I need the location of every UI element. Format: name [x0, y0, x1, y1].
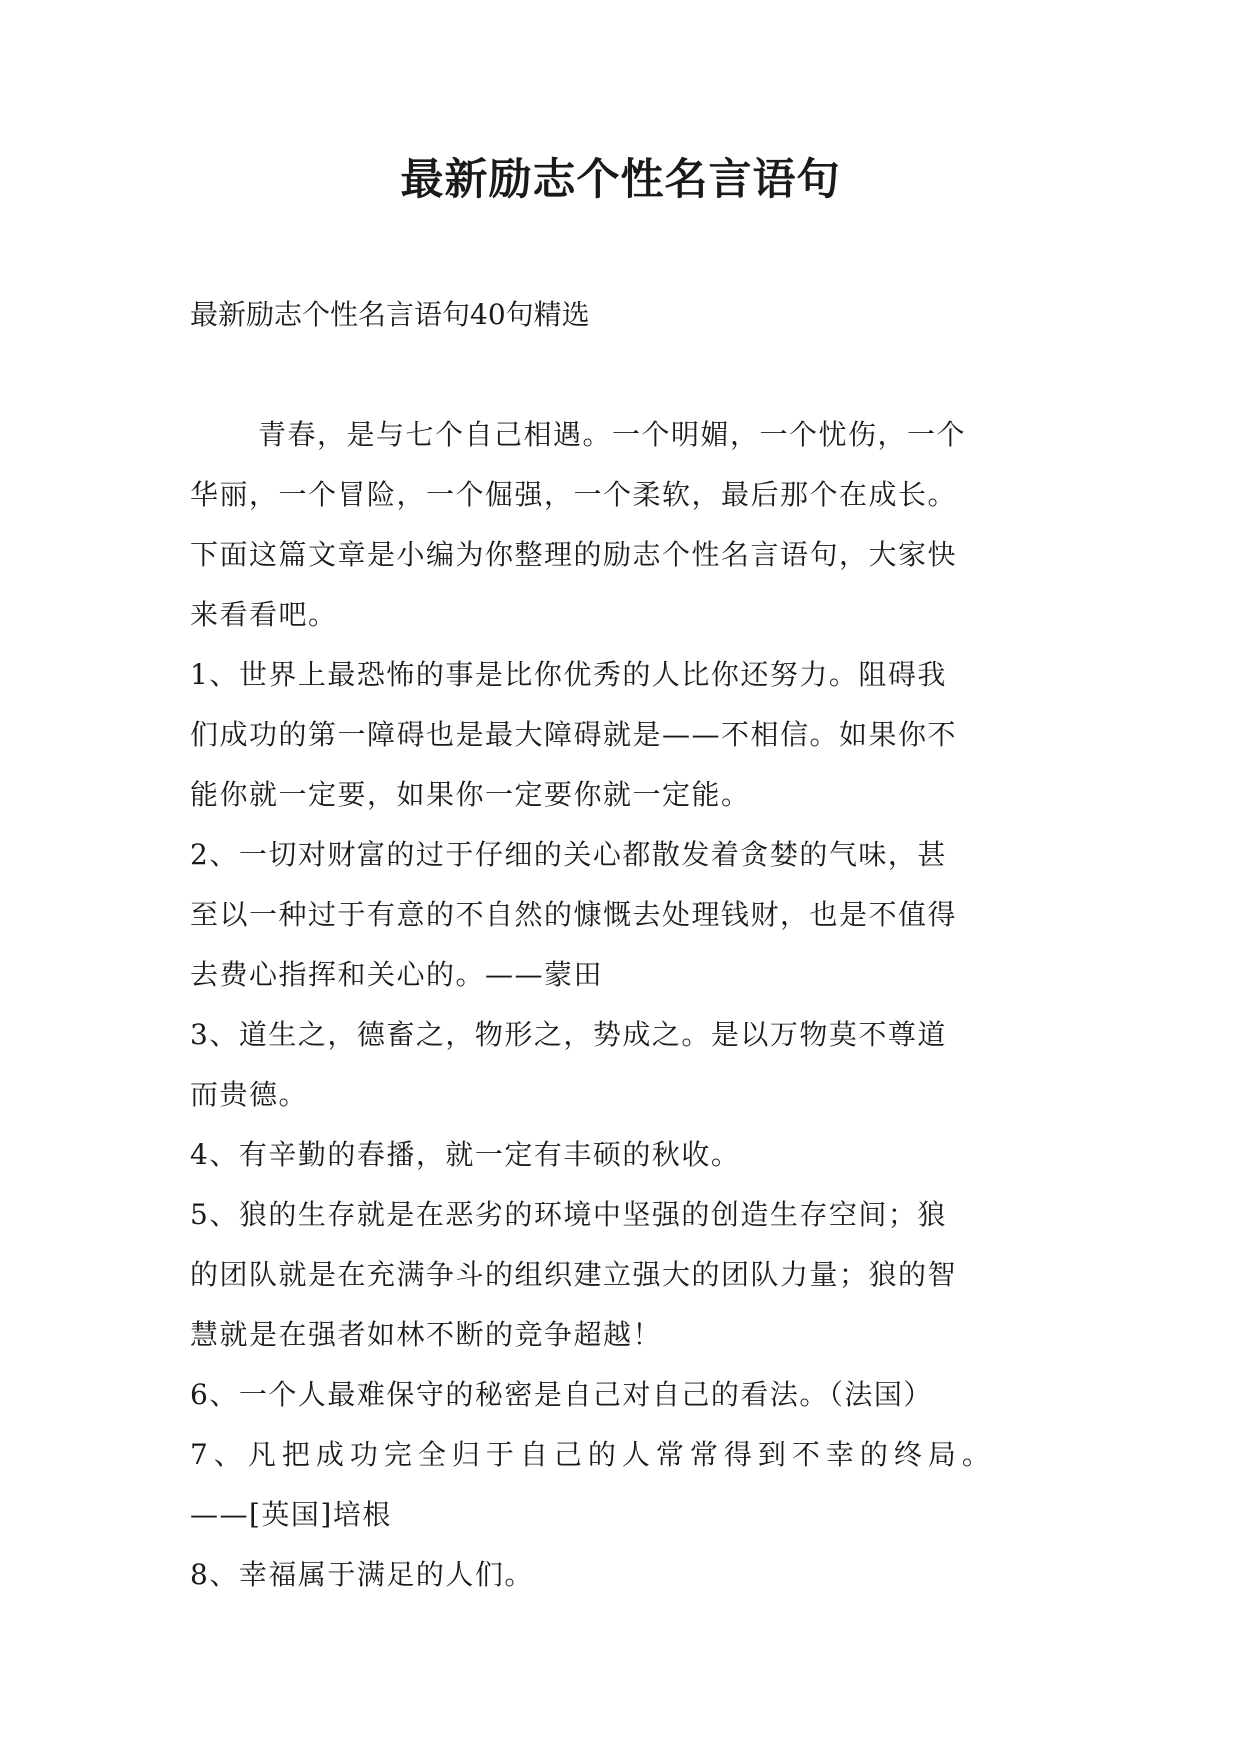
body-line: 2、一切对财富的过于仔细的关心都散发着贪婪的气味，甚	[190, 838, 947, 871]
body-line: 的团队就是在充满争斗的组织建立强大的团队力量；狼的智	[190, 1258, 958, 1291]
body-line: 7、凡把成功完全归于自己的人常常得到不幸的终局。	[190, 1438, 996, 1471]
body-line: 们成功的第一障碍也是最大障碍就是——不相信。如果你不	[190, 718, 958, 751]
body-line: 5、狼的生存就是在恶劣的环境中坚强的创造生存空间；狼	[190, 1198, 947, 1231]
body-line: 能你就一定要，如果你一定要你就一定能。	[190, 778, 751, 811]
body-line: ——[英国]培根	[190, 1498, 392, 1531]
body-line: 去费心指挥和关心的。——蒙田	[190, 958, 604, 991]
body-line: 而贵德。	[190, 1078, 309, 1111]
body-line: 4、有辛勤的春播，就一定有丰硕的秋收。	[190, 1138, 741, 1171]
body-line: 来看看吧。	[190, 598, 338, 631]
body-line: 慧就是在强者如林不断的竞争超越！	[190, 1318, 663, 1351]
body-line: 华丽，一个冒险，一个倔强，一个柔软，最后那个在成长。	[190, 478, 958, 511]
body-line: 3、道生之，德畜之，物形之，势成之。是以万物莫不尊道	[190, 1018, 947, 1051]
body-line: 1、世界上最恐怖的事是比你优秀的人比你还努力。阻碍我	[190, 658, 947, 691]
body-line: 青春，是与七个自己相遇。一个明媚，一个忧伤，一个	[258, 418, 967, 451]
body-line: 至以一种过于有意的不自然的慷慨去处理钱财，也是不值得	[190, 898, 958, 931]
document-subtitle: 最新励志个性名言语句40句精选	[190, 298, 590, 331]
body-line: 6、一个人最难保守的秘密是自己对自己的看法。（法国）	[190, 1378, 933, 1411]
document-body	[190, 405, 1070, 1605]
body-line: 下面这篇文章是小编为你整理的励志个性名言语句，大家快	[190, 538, 958, 571]
document-title: 最新励志个性名言语句	[400, 155, 841, 205]
body-line: 8、幸福属于满足的人们。	[190, 1558, 534, 1591]
